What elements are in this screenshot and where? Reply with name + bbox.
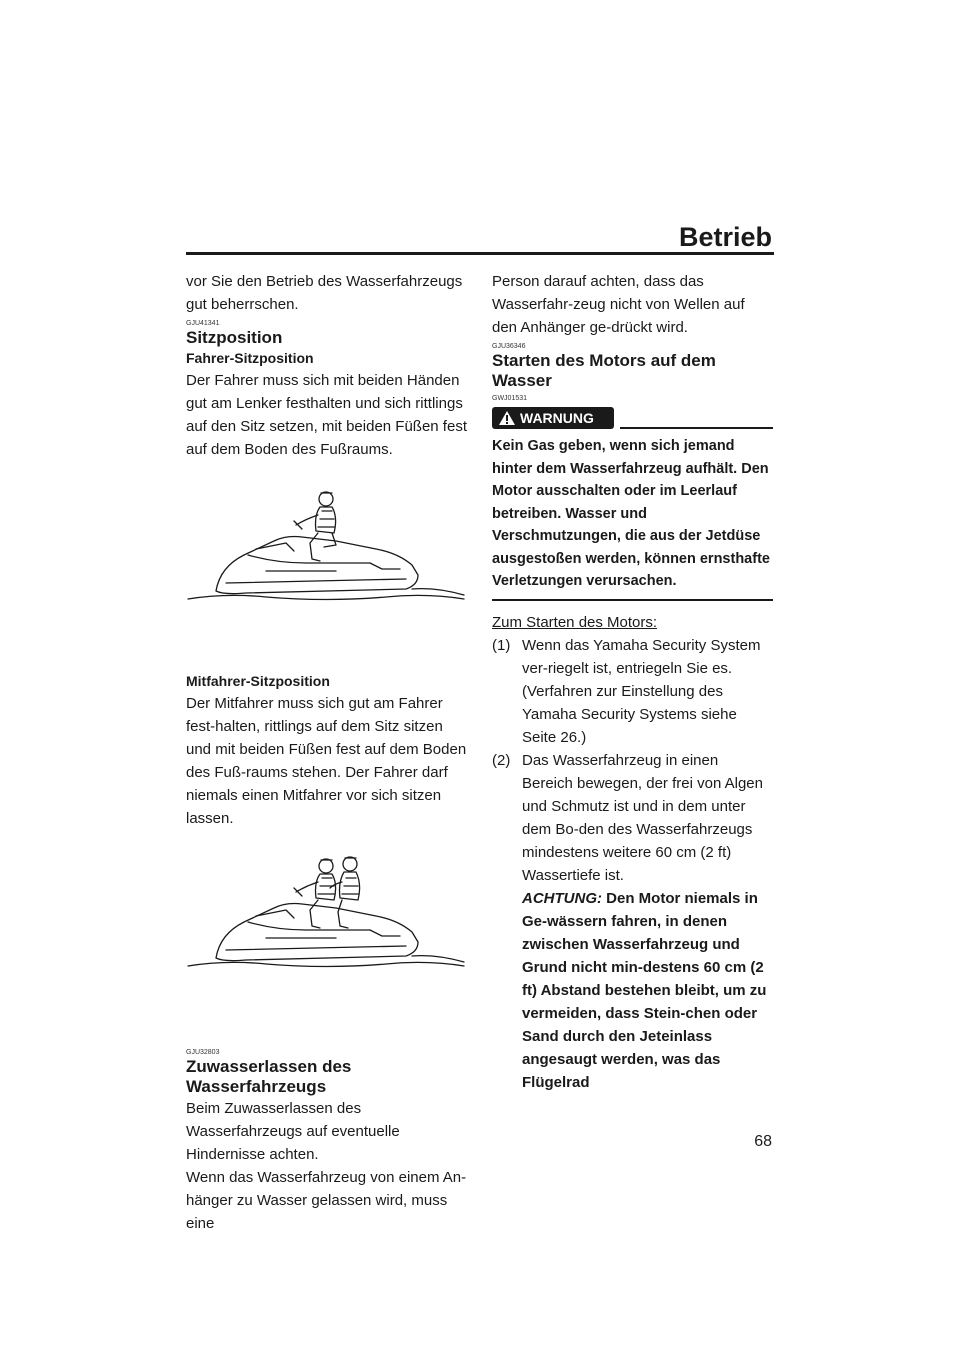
warning-end-rule bbox=[492, 599, 773, 601]
subsection-title-passenger: Mitfahrer-Sitzposition bbox=[186, 673, 330, 689]
section-title-starten: Starten des Motors auf dem Wasser bbox=[492, 351, 716, 390]
section-code: GJU36346 bbox=[492, 343, 526, 350]
warning-label: WARNUNG bbox=[520, 410, 594, 426]
driver-text: Der Fahrer muss sich mit beiden Händen gut am Lenker festhalten und sich rittlings auf den Sitz setzen, mit beiden Füßen fest auf dem Boden des Fußraums. bbox=[186, 372, 467, 458]
left-column bbox=[186, 270, 467, 1235]
warning-rule bbox=[620, 427, 773, 429]
caution-label: ACHTUNG: bbox=[522, 889, 602, 907]
step-number: (2) bbox=[492, 751, 511, 769]
page-number: 68 bbox=[754, 1133, 772, 1150]
warning-text: Kein Gas geben, wenn sich jemand hinter dem Wasserfahrzeug aufhält. Den Motor ausschalten oder im Leerlauf betreiben. Wasser und Verschmutzungen, die aus der Jetdüse ausgestoßen werden, können ernsthafte Verletzungen verursachen. bbox=[492, 438, 770, 589]
step-text bbox=[522, 749, 773, 1094]
step-number: (1) bbox=[492, 636, 511, 654]
warning-triangle-icon bbox=[498, 410, 516, 426]
passenger-text: Der Mitfahrer muss sich gut am Fahrer fest-halten, rittlings auf dem Sitz sitzen und mit beiden Füßen fest auf dem Boden des Fuß-raums stehen. Der Fahrer darf niemals einen Mitfahrer vor sich sitzen lassen. bbox=[186, 695, 467, 827]
warning-code: GWJ01531 bbox=[492, 395, 528, 402]
caution-text: Den Motor niemals in Ge-wässern fahren, in denen zwischen Wasserfahrzeug und Grund nicht min-destens 60 cm (2 ft) Abstand bestehen bleibt, um zu vermeiden, dass Stein-chen oder Sand durch den Jeteinlass angesaugt werden, was das Flügelrad bbox=[522, 889, 767, 1091]
section-title-sitzposition: Sitzposition bbox=[186, 328, 283, 347]
page-title: Betrieb bbox=[678, 222, 772, 252]
jetski-two-riders-icon bbox=[186, 838, 467, 1038]
intro-text: vor Sie den Betrieb des Wasserfahrzeugs gut beherrschen. bbox=[186, 273, 463, 313]
title-rule bbox=[186, 252, 774, 255]
continued-text: Person darauf achten, dass das Wasserfahr-zeug nicht von Wellen auf den Anhänger ge-drückt wird. bbox=[492, 273, 745, 336]
right-column bbox=[492, 270, 773, 1094]
section-code: GJU41341 bbox=[186, 320, 220, 327]
passenger-position-illustration bbox=[186, 838, 467, 1038]
section-title-zuwasserlassen: Zuwasserlassen des Wasserfahrzeugs bbox=[186, 1057, 352, 1096]
step-item bbox=[492, 749, 773, 1094]
step-text: Wenn das Yamaha Security System ver-riegelt ist, entriegeln Sie es. (Verfahren zur Einstellung des Yamaha Security Systems siehe Seite 26.) bbox=[522, 636, 761, 746]
warning-header bbox=[492, 405, 773, 431]
step-item bbox=[492, 634, 773, 749]
launch-text-1: Beim Zuwasserlassen des Wasserfahrzeugs auf eventuelle Hindernisse achten. bbox=[186, 1100, 400, 1163]
warning-badge bbox=[492, 407, 614, 429]
jetski-single-rider-icon bbox=[186, 471, 467, 671]
launch-text-2: Wenn das Wasserfahrzeug von einem An-hänger zu Wasser gelassen wird, muss eine bbox=[186, 1169, 467, 1232]
subsection-title-driver: Fahrer-Sitzposition bbox=[186, 350, 314, 366]
start-procedure-heading: Zum Starten des Motors: bbox=[492, 613, 658, 631]
section-code: GJU32803 bbox=[186, 1049, 220, 1056]
step-2-body: Das Wasserfahrzeug in einen Bereich bewegen, der frei von Algen und Schmutz ist und in dem unter dem Bo-den des Wasserfahrzeugs mindestens weitere 60 cm (2 ft) Wassertiefe ist. bbox=[522, 751, 763, 884]
driver-position-illustration bbox=[186, 471, 467, 671]
